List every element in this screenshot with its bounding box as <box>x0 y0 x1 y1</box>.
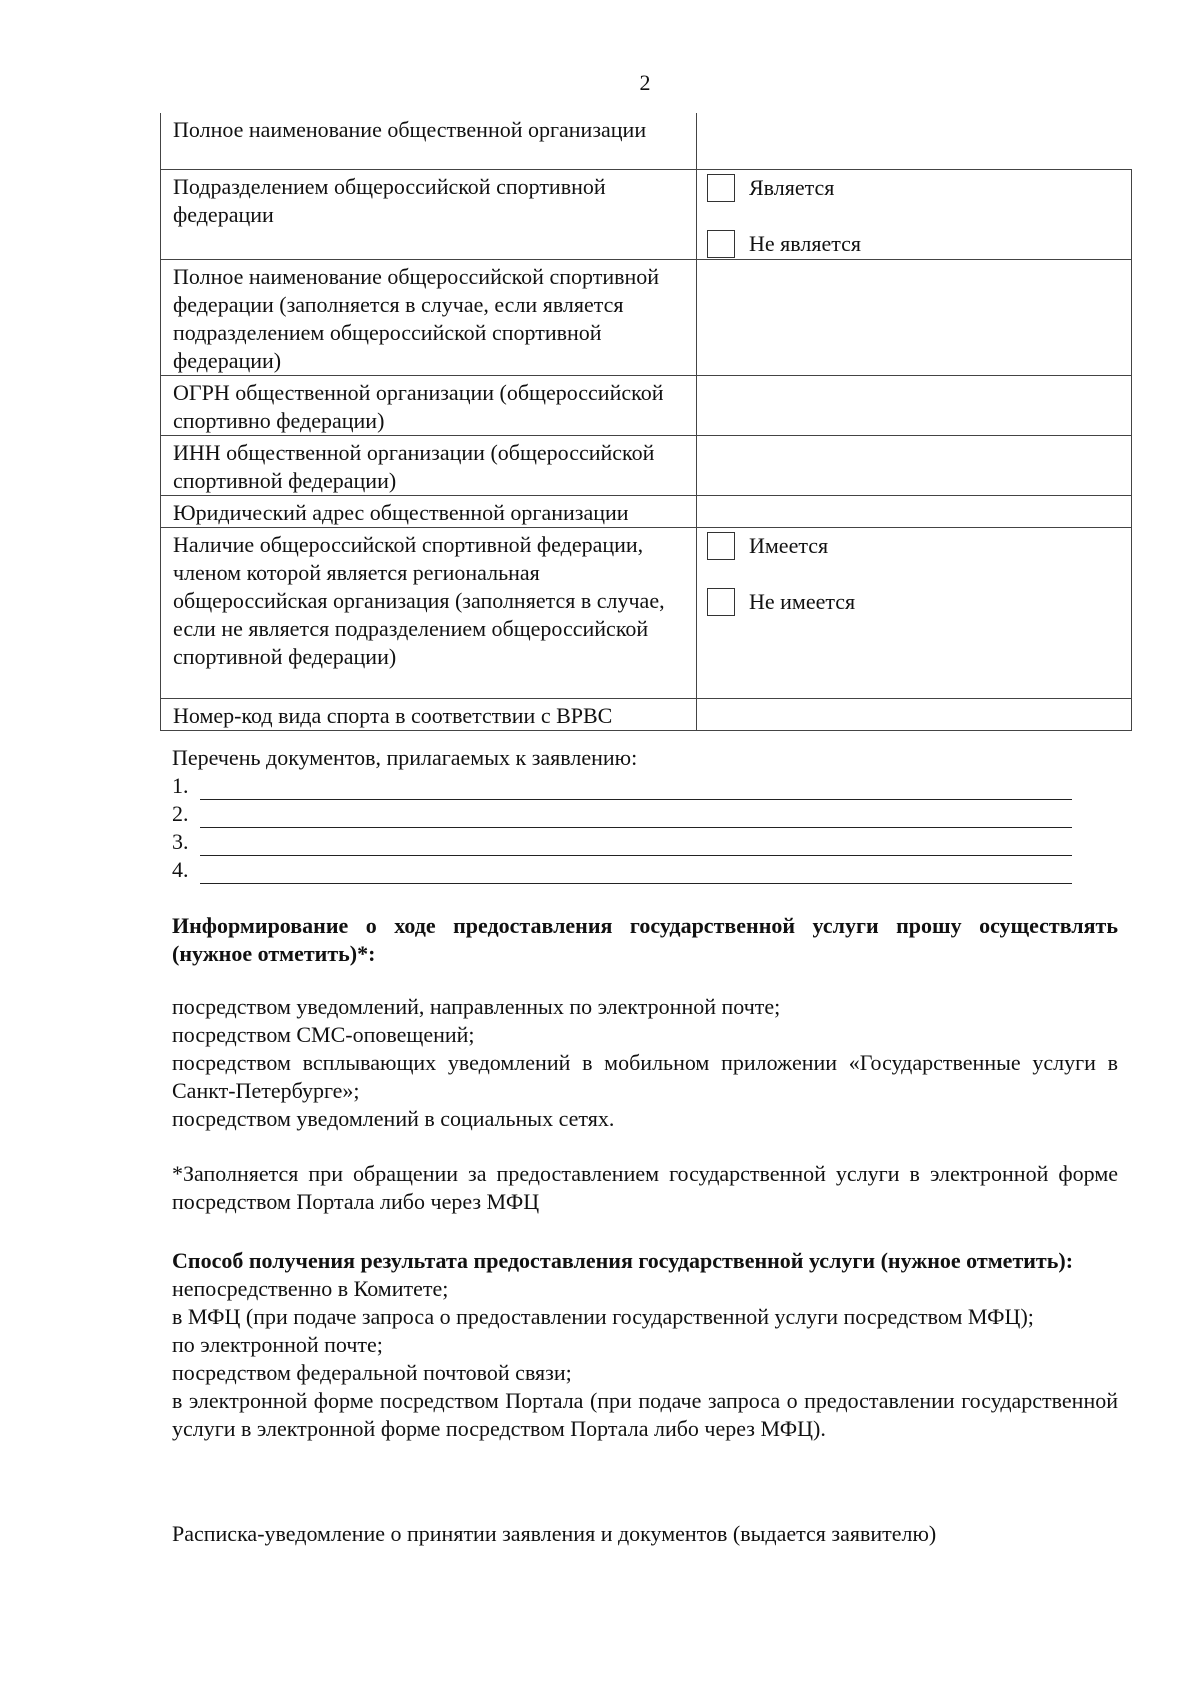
document-blank-2[interactable] <box>200 807 1072 828</box>
footnote-text: *Заполняется при обращении за предоставлением государственной услуги в электронной форме посредством Портала либо через МФЦ <box>172 1161 1118 1214</box>
informing-options <box>172 993 1118 1133</box>
field-label-org-name: Полное наименование общественной организации <box>161 113 697 170</box>
result-method-heading: Способ получения результата предоставления государственной услуги (нужное отметить): <box>172 1248 1074 1273</box>
document-number: 1. <box>172 773 189 798</box>
option-is-subdivision[interactable] <box>707 173 1125 203</box>
document-line <box>172 828 1072 856</box>
option-label: Не имеется <box>749 589 856 614</box>
page-number: 2 <box>639 70 651 95</box>
table-row <box>161 699 1132 731</box>
table-row <box>161 170 1132 260</box>
table-row <box>161 113 1132 170</box>
document-blank-4[interactable] <box>200 863 1072 884</box>
document-blank-1[interactable] <box>200 779 1072 800</box>
field-value-legal-address[interactable] <box>697 496 1132 528</box>
informing-footnote <box>172 1160 1118 1216</box>
field-value-subdivision <box>697 170 1132 260</box>
table-row <box>161 376 1132 436</box>
field-label-inn: ИНН общественной организации (общероссийской спортивной федерации) <box>161 436 697 496</box>
document-line <box>172 856 1072 884</box>
result-option-email[interactable]: по электронной почте; <box>172 1332 383 1357</box>
table-row <box>161 496 1132 528</box>
field-value-sport-code[interactable] <box>697 699 1132 731</box>
document-number: 3. <box>172 829 189 854</box>
informing-option-email[interactable]: посредством уведомлений, направленных по электронной почте; <box>172 994 781 1019</box>
result-option-mfc[interactable]: в МФЦ (при подаче запроса о предоставлении государственной услуги посредством МФЦ); <box>172 1304 1034 1329</box>
informing-heading: Информирование о ходе предоставления государственной услуги прошу осуществлять (нужное отметить)*: <box>172 913 1118 966</box>
option-not-subdivision[interactable] <box>707 229 1125 259</box>
checkbox-not-exists[interactable] <box>707 588 735 616</box>
result-method-section <box>172 1247 1118 1443</box>
document-line <box>172 800 1072 828</box>
receipt-note <box>172 1520 1118 1548</box>
checkbox-is[interactable] <box>707 174 735 202</box>
field-value-org-name[interactable] <box>697 113 1132 170</box>
informing-option-social[interactable]: посредством уведомлений в социальных сетях. <box>172 1106 615 1131</box>
field-label-legal-address: Юридический адрес общественной организации <box>161 496 697 528</box>
informing-option-sms[interactable]: посредством СМС-оповещений; <box>172 1022 475 1047</box>
option-not-exists[interactable] <box>707 587 1125 617</box>
application-form-table <box>160 113 1132 731</box>
result-option-post[interactable]: посредством федеральной почтовой связи; <box>172 1360 572 1385</box>
option-exists[interactable] <box>707 531 1125 561</box>
field-value-federation-name[interactable] <box>697 260 1132 376</box>
field-value-ogrn[interactable] <box>697 376 1132 436</box>
table-row <box>161 436 1132 496</box>
informing-option-mobile-app[interactable]: посредством всплывающих уведомлений в мобильном приложении «Государственные услуги в Санкт-Петербурге»; <box>172 1050 1118 1103</box>
document-number: 4. <box>172 857 189 882</box>
table-row <box>161 528 1132 699</box>
informing-section <box>172 912 1118 968</box>
field-value-federation-membership <box>697 528 1132 699</box>
document-number: 2. <box>172 801 189 826</box>
receipt-note-text: Расписка-уведомление о принятии заявления и документов (выдается заявителю) <box>172 1521 937 1546</box>
option-label: Имеется <box>749 533 829 558</box>
documents-list <box>172 744 1072 884</box>
field-value-inn[interactable] <box>697 436 1132 496</box>
result-option-committee[interactable]: непосредственно в Комитете; <box>172 1276 449 1301</box>
option-label: Не является <box>749 231 861 256</box>
field-label-sport-code: Номер-код вида спорта в соответствии с ВРВС <box>161 699 697 731</box>
table-row <box>161 260 1132 376</box>
field-label-ogrn: ОГРН общественной организации (общероссийской спортивно федерации) <box>161 376 697 436</box>
documents-heading: Перечень документов, прилагаемых к заявлению: <box>172 745 638 770</box>
document-blank-3[interactable] <box>200 835 1072 856</box>
field-label-federation-name: Полное наименование общероссийской спортивной федерации (заполняется в случае, если является подразделением общероссийской спортивной федерации) <box>161 260 697 376</box>
option-label: Является <box>749 175 835 200</box>
result-option-portal[interactable]: в электронной форме посредством Портала (при подаче запроса о предоставлении государственной услуги в электронной форме посредством Портала либо через МФЦ). <box>172 1388 1118 1441</box>
document-line <box>172 772 1072 800</box>
checkbox-is-not[interactable] <box>707 230 735 258</box>
field-label-subdivision: Подразделением общероссийской спортивной федерации <box>161 170 697 260</box>
field-label-federation-membership: Наличие общероссийской спортивной федерации, членом которой является региональная общероссийская организация (заполняется в случае, если не является подразделением общероссийской спортивной федерации) <box>161 528 697 699</box>
checkbox-exists[interactable] <box>707 532 735 560</box>
